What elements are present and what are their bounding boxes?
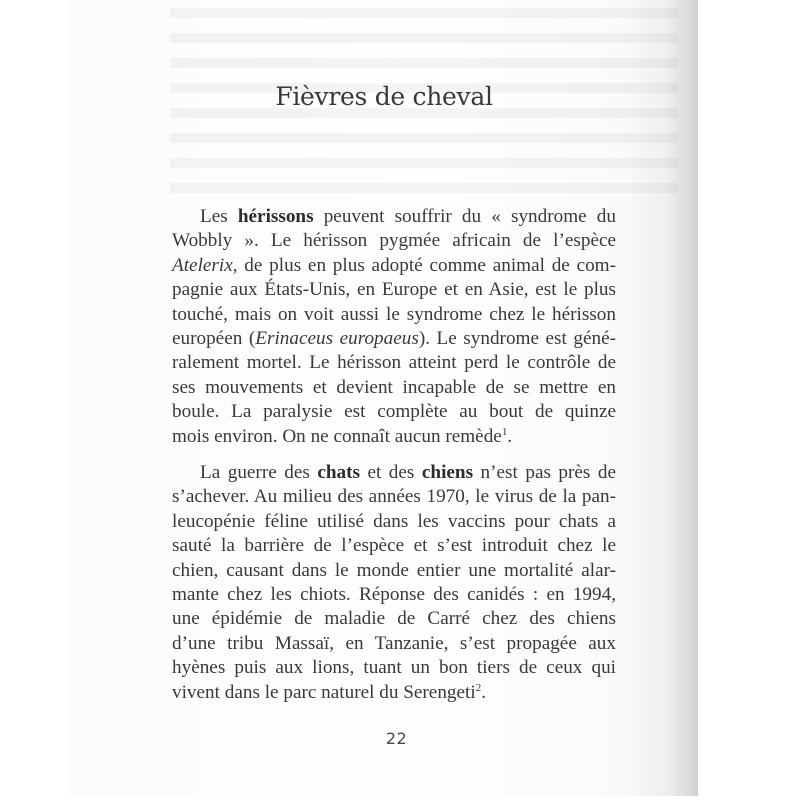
text-run: leucopénie féline utilisé dans les vaccins pour chats a (172, 510, 616, 532)
paragraph-cats-dogs (172, 461, 616, 705)
text-run: une épidémie de maladie de Carré chez des chiens (172, 608, 616, 630)
text-run: vivent dans le parc naturel du Serengeti (172, 681, 476, 703)
text-run: européen ( (172, 327, 256, 349)
text-line (172, 656, 616, 680)
text-line (172, 607, 616, 631)
text-line (172, 327, 616, 351)
text-run: sauté la barrière de l’espèce et s’est introduit chez le (172, 535, 616, 557)
text-run: ralement mortel. Le hérisson atteint perd le contrôle de (172, 352, 616, 374)
text-run: peuvent souffrir du « syndrome du (313, 206, 616, 227)
text-run: . (481, 681, 486, 703)
text-run: et des (359, 462, 422, 483)
text-run: s’achever. Au milieu des années 1970, le virus de la pan- (172, 486, 616, 508)
text-run: ses mouvements et devient incapable de se mettre en (172, 376, 616, 398)
italic-term: Erinaceus europaeus (255, 327, 419, 349)
footnote-marker: 2 (475, 681, 482, 694)
text-line (172, 485, 616, 509)
page-number: 22 (385, 729, 408, 748)
text-run: n’est pas près de (473, 462, 616, 483)
chapter-title: Fièvres de cheval (275, 82, 493, 111)
bold-term: chats (317, 462, 360, 483)
text-line (172, 534, 616, 558)
text-line (172, 510, 616, 534)
text-line (172, 303, 616, 327)
text-run: La guerre des (200, 462, 318, 483)
text-run: mois environ. On ne connaît aucun remède (172, 425, 502, 447)
text-run: hyènes puis aux lions, tuant un bon tiers de ceux qui (172, 657, 616, 679)
footnote-marker: 1 (501, 425, 508, 438)
text-line (172, 254, 616, 278)
text-line (172, 229, 616, 253)
text-line (172, 205, 616, 229)
text-run: . (507, 425, 513, 447)
text-line (172, 425, 616, 449)
paragraph-hedgehogs (172, 205, 616, 449)
text-run: Les (200, 206, 238, 227)
text-line (172, 376, 616, 400)
text-run: pagnie aux États-Unis, en Europe et en Asie, est le plus (172, 279, 616, 301)
bold-term: chiens (421, 462, 474, 483)
italic-term: Atelerix (172, 254, 233, 276)
text-run: boule. La paralysie est complète au bout de quinze (172, 401, 616, 423)
text-line (172, 583, 616, 607)
text-run: mante chez les chiots. Réponse des canidés : en 1994, (172, 583, 616, 605)
text-line (172, 400, 616, 424)
bold-term: hérissons (237, 206, 314, 227)
text-run: , de plus en plus adopté comme animal de com- (232, 254, 616, 276)
text-line (172, 681, 616, 705)
text-run: chien, causant dans le monde entier une mortalité alar- (172, 559, 616, 581)
text-line (172, 559, 616, 583)
text-line (172, 632, 616, 656)
text-line (172, 461, 616, 485)
text-line (172, 278, 616, 302)
text-run: d’une tribu Massaï, en Tanzanie, s’est propagée aux (172, 632, 616, 654)
text-line (172, 351, 616, 375)
text-run: ). Le syndrome est géné- (418, 327, 616, 349)
text-run: touché, mais on voit aussi le syndrome chez le hérisson (172, 303, 616, 325)
text-run: Wobbly ». Le hérisson pygmée africain de l’espèce (172, 230, 616, 252)
